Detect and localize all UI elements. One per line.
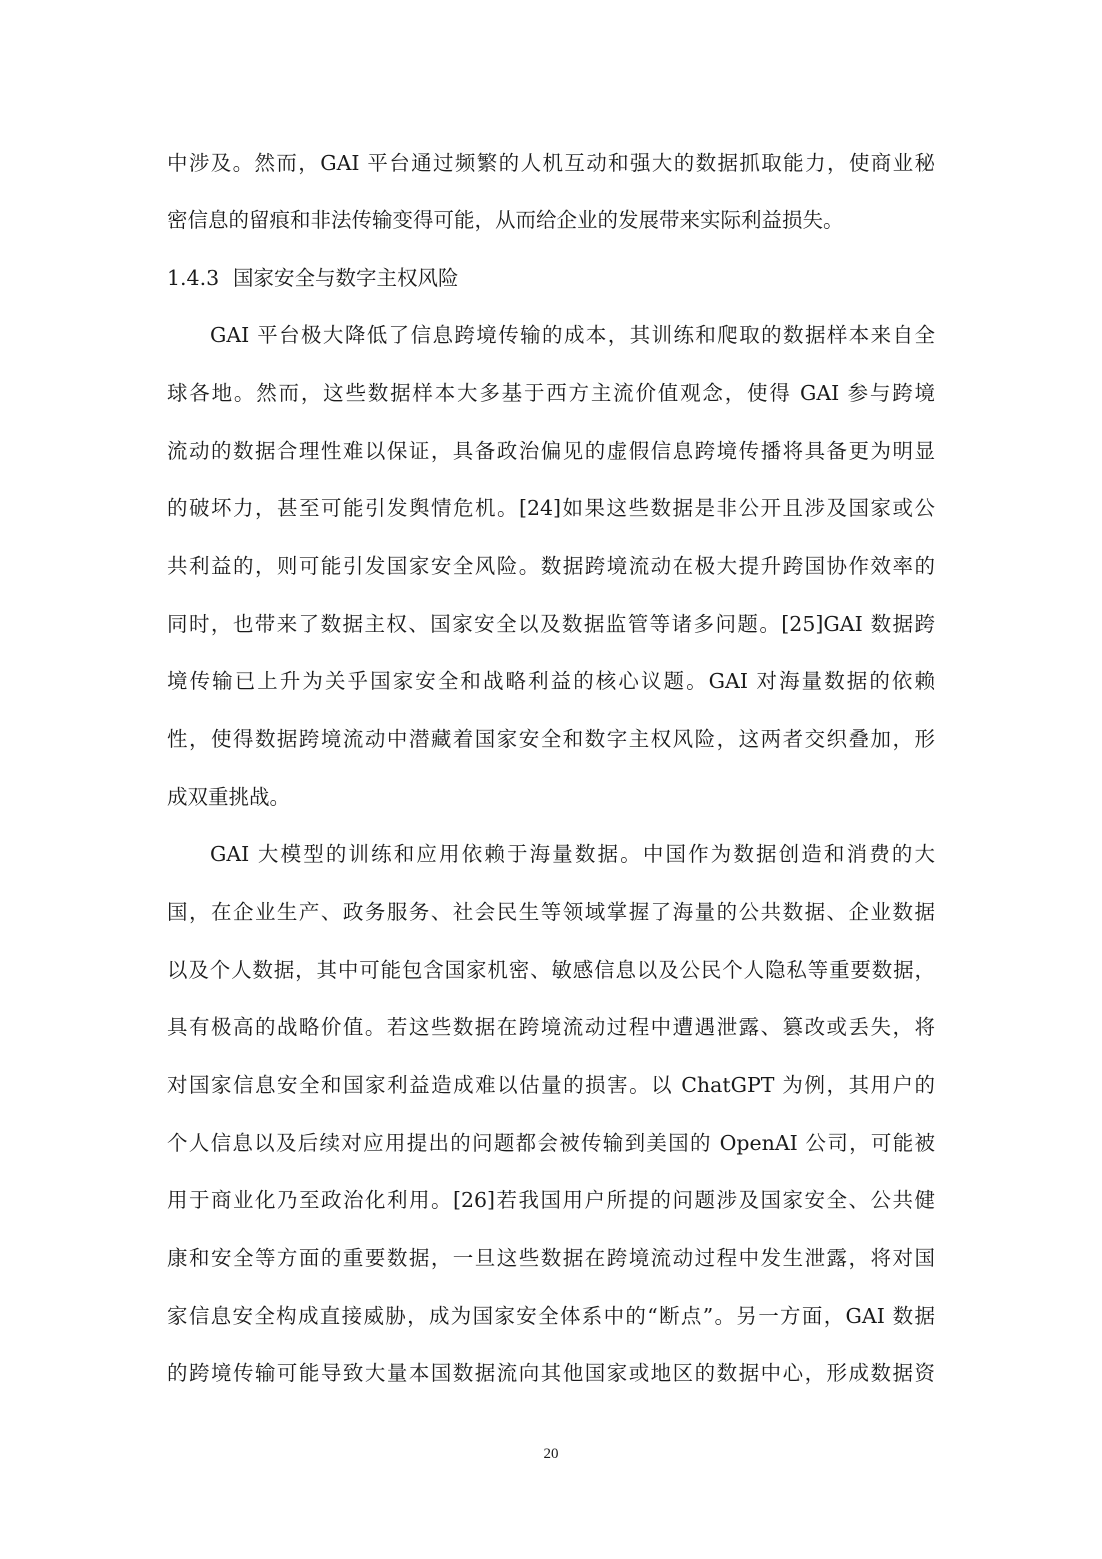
paragraph-line: 成双重挑战。 bbox=[167, 785, 290, 809]
paragraph-line: 流动的数据合理性难以保证，具备政治偏见的虚假信息跨境传播将具备更为明显 bbox=[167, 439, 935, 463]
section-heading bbox=[167, 258, 459, 298]
paragraph-line: 性，使得数据跨境流动中潜藏着国家安全和数字主权风险，这两者交织叠加，形 bbox=[167, 727, 935, 751]
paragraph-line: 共利益的，则可能引发国家安全风险。数据跨境流动在极大提升跨国协作效率的 bbox=[167, 554, 935, 578]
paragraph-line: 同时，也带来了数据主权、国家安全以及数据监管等诸多问题。[25]GAI 数据跨 bbox=[167, 612, 935, 636]
paragraph-line: 境传输已上升为关乎国家安全和战略利益的核心议题。GAI 对海量数据的依赖 bbox=[167, 669, 935, 693]
section-number: 1.4.3 bbox=[167, 266, 220, 290]
text-line: 中涉及。然而，GAI 平台通过频繁的人机互动和强大的数据抓取能力，使商业秘 bbox=[167, 151, 935, 175]
paragraph-line: 具有极高的战略价值。若这些数据在跨境流动过程中遭遇泄露、篡改或丢失，将 bbox=[167, 1015, 935, 1039]
paragraph-line: 用于商业化乃至政治化利用。[26]若我国用户所提的问题涉及国家安全、公共健 bbox=[167, 1188, 935, 1212]
paragraph-line: 球各地。然而，这些数据样本大多基于西方主流价值观念，使得 GAI 参与跨境 bbox=[167, 381, 935, 405]
paragraph-line: GAI 平台极大降低了信息跨境传输的成本，其训练和爬取的数据样本来自全 bbox=[210, 323, 935, 347]
paragraph-line: GAI 大模型的训练和应用依赖于海量数据。中国作为数据创造和消费的大 bbox=[210, 842, 935, 866]
paragraph-line: 对国家信息安全和国家利益造成难以估量的损害。以 ChatGPT 为例，其用户的 bbox=[167, 1073, 935, 1097]
paragraph-line: 康和安全等方面的重要数据，一旦这些数据在跨境流动过程中发生泄露，将对国 bbox=[167, 1246, 935, 1270]
paragraph-line: 个人信息以及后续对应用提出的问题都会被传输到美国的 OpenAI 公司，可能被 bbox=[167, 1131, 935, 1155]
paragraph-line: 以及个人数据，其中可能包含国家机密、敏感信息以及公民个人隐私等重要数据， bbox=[167, 958, 935, 982]
paragraph-line: 家信息安全构成直接威胁，成为国家安全体系中的“断点”。另一方面，GAI 数据 bbox=[167, 1304, 935, 1328]
text-line: 密信息的留痕和非法传输变得可能，从而给企业的发展带来实际利益损失。 bbox=[167, 208, 844, 232]
paragraph-line: 的跨境传输可能导致大量本国数据流向其他国家或地区的数据中心，形成数据资 bbox=[167, 1361, 935, 1385]
paragraph-line: 的破坏力，甚至可能引发舆情危机。[24]如果这些数据是非公开且涉及国家或公 bbox=[167, 496, 935, 520]
page-number: 20 bbox=[543, 1446, 559, 1462]
paragraph-line: 国，在企业生产、政务服务、社会民生等领域掌握了海量的公共数据、企业数据 bbox=[167, 900, 935, 924]
section-title: 国家安全与数字主权风险 bbox=[233, 266, 459, 290]
